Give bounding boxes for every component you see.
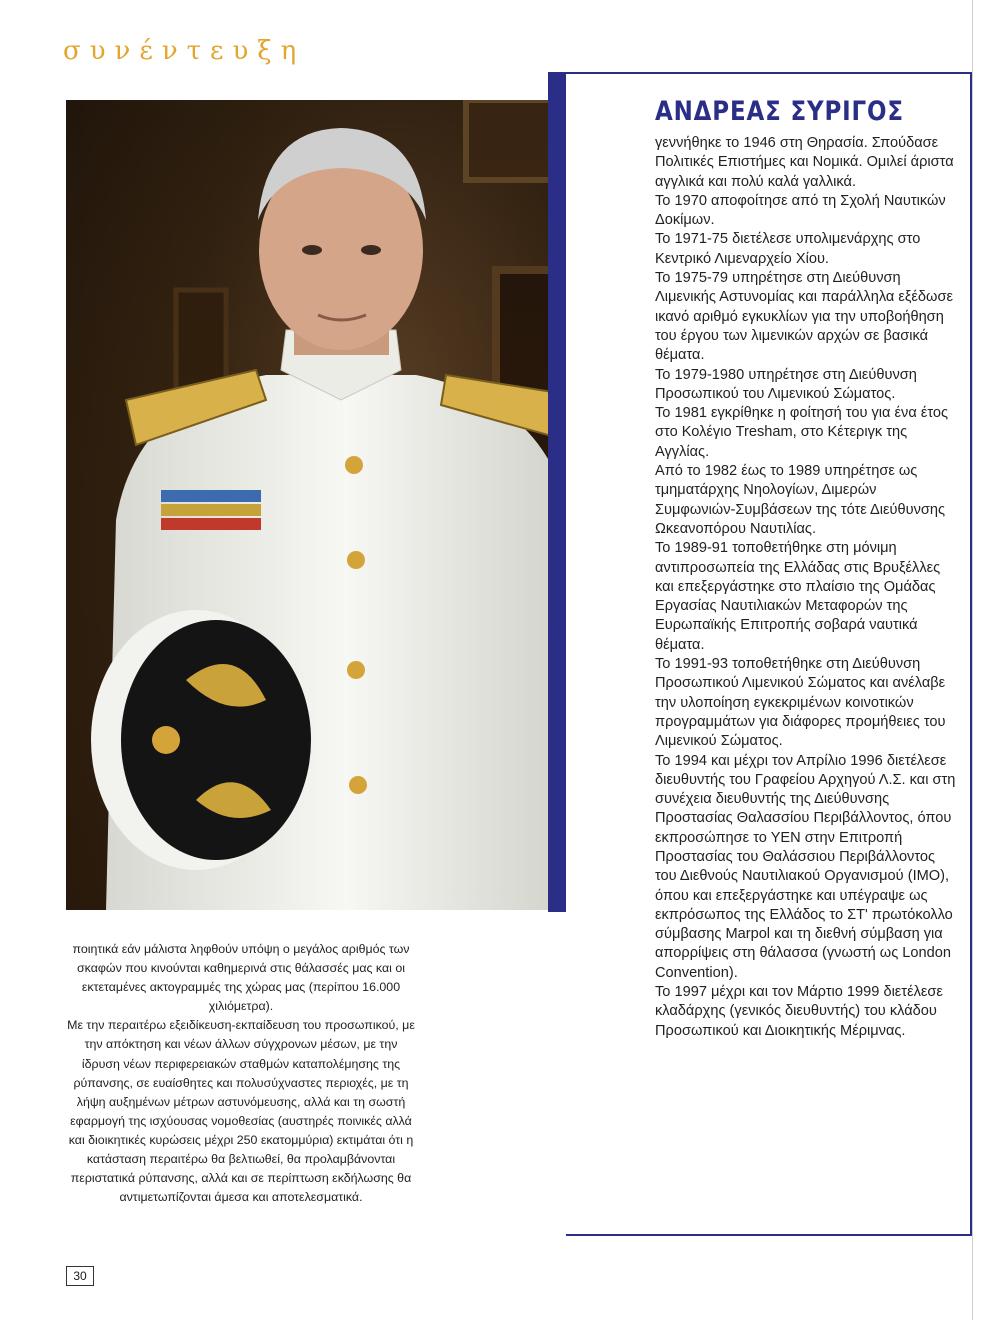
page-edge-divider <box>972 0 973 1320</box>
bio-accent-bar <box>548 72 566 912</box>
body-paragraph: Με την περαιτέρω εξειδίκευση-εκπαίδευση του προσωπικού, με την απόκτηση και νέων άλλων σύγχρονων μέσων, με την ίδρυση νέων περιφερειακών σταθμών καταπολέμησης της ρύπανσης, σε ευαίσθητες και πολυσύχναστες περιοχές, με τη λήψη αυξημένων μέτρων αστυνόμευσης, αλλά και τη σωστή εφαρμογή της ισχύουσας νομοθεσίας (αυστηρές ποινικές αλλά και διοικητικές κυρώσεις μέχρι 250 εκατομμύρια) εκτιμάται ότι η κατάσταση περαιτέρω θα βελτιωθεί, θα προλαμβάνονται περιστατικά ρύπανσης, αλλά και σε περίπτωση εκδήλωσης θα αντιμετωπίζονται άμεσα και αποτελεσματικά. <box>67 1018 415 1205</box>
portrait-photo <box>66 100 614 910</box>
bio-paragraph: Το 1997 μέχρι και τον Μάρτιο 1999 διετέλεσε κλαδάρχης (γενικός διευθυντής) του κλάδου Προσωπικού και Διοικητικής Μέριμνας. <box>655 984 943 1039</box>
bio-paragraph: Το 1975-79 υπηρέτησε στη Διεύθυνση Λιμενικής Αστυνομίας και παράλληλα εξέδωσε ικανό αριθμό εγκυκλίων για την υποβοήθηση του έργου των λιμενικών αρχών σε βασικά θέματα. <box>655 270 953 364</box>
bio-name-heading: ΑΝΔΡΕΑΣ ΣΥΡΙΓΟΣ <box>655 96 904 127</box>
bio-paragraph: Το 1989-91 τοποθετήθηκε στη μόνιμη αντιπροσωπεία της Ελλάδας στις Βρυξέλλες και επεξεργάστηκε στο πλαίσιο της Ομάδας Εργασίας Ναυτιλιακών Μεταφορών της Ευρωπαϊκής Επιτροπής σοβαρά ναυτικά θέματα. <box>655 540 941 653</box>
body-paragraph: ποιητικά εάν μάλιστα ληφθούν υπόψη ο μεγάλος αριθμός των σκαφών που κινούνται καθημερινά στις θάλασσές μας και οι εκτεταμένες ακτογραμμές της χώρας μας (περίπου 16.000 χιλιόμετρα). <box>72 942 410 1014</box>
bio-paragraph: Το 1981 εγκρίθηκε η φοίτησή του για ένα έτος στο Κολέγιο Tresham, στο Κέτεριγκ της Αγγλίας. <box>655 405 949 460</box>
section-title: συνέντευξη <box>63 36 306 66</box>
bio-paragraph: Το 1994 και μέχρι τον Απρίλιο 1996 διετέλεσε διευθυντής του Γραφείου Αρχηγού Λ.Σ. και στη συνέχεια διευθυντής της Διεύθυνσης Προστασίας Θαλασσίου Περιβάλλοντος, όπου εκπροσώπησε το ΥΕΝ στην Επιτροπή Προστασίας του Θαλάσσιου Περιβάλλοντος του Διεθνούς Ναυτιλιακού Οργανισμού (ΙΜΟ), όπου και επεξεργάστηκε και υπέγραψε ως εκπρόσωπος της Ελλάδος το ΣΤ' πρωτόκολλο σύμβασης Marpol και τη διεθνή σύμβαση για απορρίψεις στη θάλασσα (γνωστή ως London Convention). <box>655 752 956 981</box>
bio-paragraph: Το 1971-75 διετέλεσε υπολιμενάρχης στο Κεντρικό Λιμεναρχείο Χίου. <box>655 231 921 267</box>
page-number: 30 <box>66 1266 94 1286</box>
bio-paragraph: Από το 1982 έως το 1989 υπηρέτησε ως τμηματάρχης Νηολογίων, Διμερών Συμφωνιών-Συμβάσεων της τότε Διεύθυνσης Ωκεανοπόρου Ναυτιλίας. <box>655 463 946 537</box>
bio-paragraph: Το 1970 αποφοίτησε από τη Σχολή Ναυτικών Δοκίμων. <box>655 192 946 229</box>
bio-paragraph: Το 1979-1980 υπηρέτησε στη Διεύθυνση Προσωπικού του Λιμενικού Σώματος. <box>655 366 917 402</box>
bio-text <box>655 134 957 1041</box>
article-body <box>66 940 416 1207</box>
bio-paragraph: Το 1991-93 τοποθετήθηκε στη Διεύθυνση Προσωπικού Λιμενικού Σώματος και ανέλαβε την υλοποίηση εγκεκριμένων κοινοτικών προγραμμάτων για διάφορες προμήθειες του Λιμενικού Σώματος. <box>655 656 946 750</box>
bio-paragraph: γεννήθηκε το 1946 στη Θηρασία. Σπούδασε Πολιτικές Επιστήμες και Νομικά. Ομιλεί άριστα αγγλικά και πολύ καλά γαλλικά. <box>655 135 954 190</box>
portrait-illustration <box>66 100 614 910</box>
